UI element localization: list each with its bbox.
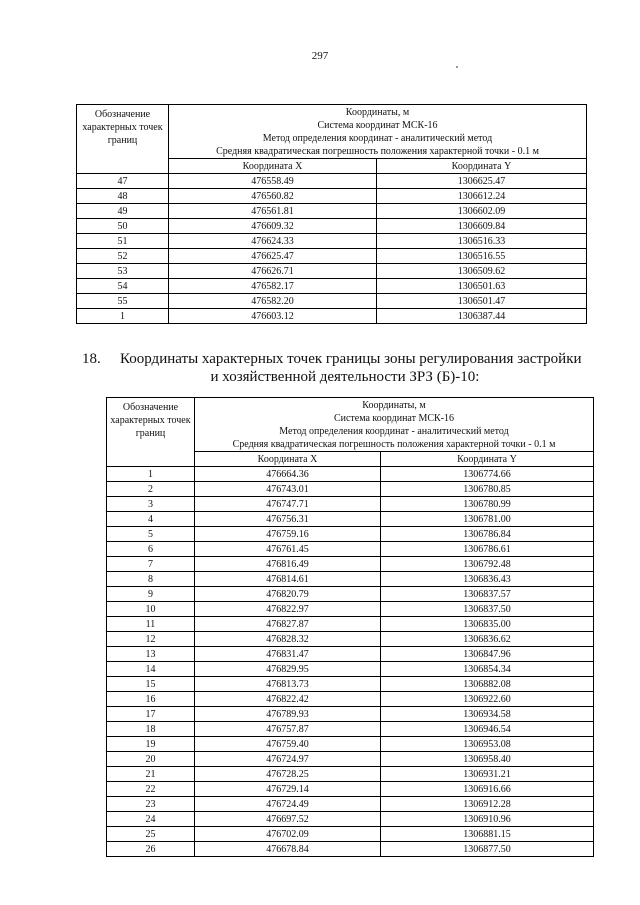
table-body	[107, 467, 594, 857]
section-title-line-1: Координаты характерных точек границы зоны регулирования застройки	[120, 351, 582, 367]
point-number-cell: 11	[107, 617, 195, 632]
point-number-cell: 55	[77, 294, 169, 309]
coordinate-y-cell: 1306792.48	[381, 557, 594, 572]
point-number-cell: 2	[107, 482, 195, 497]
coordinate-x-cell: 476724.49	[195, 797, 381, 812]
coordinate-x-cell: 476729.14	[195, 782, 381, 797]
table-row	[107, 542, 594, 557]
coordinate-x-cell: 476820.79	[195, 587, 381, 602]
coordinate-y-cell: 1306387.44	[377, 309, 587, 324]
coordinate-x-cell: 476814.61	[195, 572, 381, 587]
point-number-cell: 49	[77, 204, 169, 219]
coordinate-y-cell: 1306882.08	[381, 677, 594, 692]
point-number-cell: 17	[107, 707, 195, 722]
table-row	[107, 752, 594, 767]
table-row	[107, 482, 594, 497]
coordinates-header-line: Метод определения координат - аналитический метод	[262, 133, 493, 144]
column-header-y: Координата Y	[377, 159, 587, 174]
coordinate-x-cell: 476702.09	[195, 827, 381, 842]
coordinate-y-cell: 1306854.34	[381, 662, 594, 677]
point-number-cell: 48	[77, 189, 169, 204]
coordinate-y-cell: 1306912.28	[381, 797, 594, 812]
coordinates-header	[195, 398, 594, 452]
coordinate-y-cell: 1306946.54	[381, 722, 594, 737]
coordinates-header-line: Средняя квадратическая погрешность положения характерной точки - 0.1 м	[216, 146, 539, 157]
coordinate-x-cell: 476761.45	[195, 542, 381, 557]
point-number-cell: 14	[107, 662, 195, 677]
coordinate-y-cell: 1306602.09	[377, 204, 587, 219]
coordinate-x-cell: 476728.25	[195, 767, 381, 782]
point-number-cell: 23	[107, 797, 195, 812]
scan-speck	[456, 66, 458, 68]
coordinate-x-cell: 476743.01	[195, 482, 381, 497]
point-number-cell: 16	[107, 692, 195, 707]
point-number-cell: 4	[107, 512, 195, 527]
coordinate-x-cell: 476829.95	[195, 662, 381, 677]
coordinate-y-cell: 1306836.62	[381, 632, 594, 647]
coordinate-x-cell: 476625.47	[169, 249, 377, 264]
coordinate-x-cell: 476678.84	[195, 842, 381, 857]
coordinate-y-cell: 1306910.96	[381, 812, 594, 827]
coordinate-x-cell: 476822.42	[195, 692, 381, 707]
point-number-cell: 1	[107, 467, 195, 482]
point-number-cell: 54	[77, 279, 169, 294]
point-number-cell: 12	[107, 632, 195, 647]
coordinates-header-line: Координаты, м	[345, 107, 410, 118]
table-row	[107, 677, 594, 692]
point-number-cell: 19	[107, 737, 195, 752]
coordinate-y-cell: 1306516.55	[377, 249, 587, 264]
coordinates-header-line: Система координат МСК-16	[333, 413, 455, 424]
point-number-cell: 3	[107, 497, 195, 512]
coordinates-header-line: Система координат МСК-16	[317, 120, 438, 131]
coordinates-header-line: Метод определения координат - аналитический метод	[279, 426, 509, 437]
coordinate-x-cell: 476789.93	[195, 707, 381, 722]
coordinate-y-cell: 1306516.33	[377, 234, 587, 249]
coordinates-table-1	[76, 104, 587, 324]
coordinate-x-cell: 476822.97	[195, 602, 381, 617]
table-row	[77, 294, 587, 309]
coordinate-y-cell: 1306786.61	[381, 542, 594, 557]
table-row	[77, 174, 587, 189]
table-row	[77, 264, 587, 279]
point-number-cell: 47	[77, 174, 169, 189]
coordinates-table-2	[106, 397, 594, 857]
coordinate-y-cell: 1306877.50	[381, 842, 594, 857]
point-number-cell: 13	[107, 647, 195, 662]
table-row	[107, 827, 594, 842]
table-row	[107, 527, 594, 542]
table-row	[107, 767, 594, 782]
point-number-cell: 5	[107, 527, 195, 542]
coordinate-y-cell: 1306774.66	[381, 467, 594, 482]
point-number-cell: 10	[107, 602, 195, 617]
coordinate-x-cell: 476813.73	[195, 677, 381, 692]
column-header-x: Координата X	[169, 159, 377, 174]
point-number-cell: 7	[107, 557, 195, 572]
table-row	[107, 467, 594, 482]
point-number-cell: 1	[77, 309, 169, 324]
point-number-cell: 52	[77, 249, 169, 264]
point-number-cell: 24	[107, 812, 195, 827]
coordinate-x-cell: 476626.71	[169, 264, 377, 279]
coordinate-y-cell: 1306958.40	[381, 752, 594, 767]
table-row	[77, 309, 587, 324]
page-number: 297	[311, 50, 329, 62]
table-row	[107, 797, 594, 812]
coordinate-x-cell: 476558.49	[169, 174, 377, 189]
coordinate-y-cell: 1306612.24	[377, 189, 587, 204]
table-row	[107, 587, 594, 602]
coordinate-x-cell: 476624.33	[169, 234, 377, 249]
coordinates-header	[169, 105, 587, 159]
coordinate-y-cell: 1306780.99	[381, 497, 594, 512]
table-row	[77, 279, 587, 294]
coordinate-x-cell: 476582.17	[169, 279, 377, 294]
coordinate-y-cell: 1306931.21	[381, 767, 594, 782]
table-row	[107, 782, 594, 797]
table-row	[107, 602, 594, 617]
point-number-cell: 26	[107, 842, 195, 857]
point-number-cell: 21	[107, 767, 195, 782]
table-row	[107, 557, 594, 572]
column-header-x: Координата X	[195, 452, 381, 467]
coordinate-x-cell: 476603.12	[169, 309, 377, 324]
table-row	[107, 512, 594, 527]
coordinate-y-cell: 1306847.96	[381, 647, 594, 662]
coordinate-y-cell: 1306625.47	[377, 174, 587, 189]
point-number-cell: 22	[107, 782, 195, 797]
coordinate-y-cell: 1306780.85	[381, 482, 594, 497]
table-body	[77, 174, 587, 324]
coordinate-y-cell: 1306922.60	[381, 692, 594, 707]
table-row	[107, 497, 594, 512]
column-header-y: Координата Y	[381, 452, 594, 467]
coordinate-x-cell: 476609.32	[169, 219, 377, 234]
coordinate-x-cell: 476561.81	[169, 204, 377, 219]
point-number-cell: 25	[107, 827, 195, 842]
table-row	[77, 219, 587, 234]
coordinate-y-cell: 1306837.57	[381, 587, 594, 602]
table-row	[77, 234, 587, 249]
coordinate-y-cell: 1306501.63	[377, 279, 587, 294]
coordinate-y-cell: 1306835.00	[381, 617, 594, 632]
point-number-cell: 18	[107, 722, 195, 737]
coordinate-y-cell: 1306881.15	[381, 827, 594, 842]
point-label-header: Обозначение характерных точек границ	[77, 105, 169, 174]
coordinate-x-cell: 476828.32	[195, 632, 381, 647]
section-number: 18.	[82, 351, 101, 367]
table-row	[107, 617, 594, 632]
coordinate-y-cell: 1306953.08	[381, 737, 594, 752]
point-number-cell: 20	[107, 752, 195, 767]
coordinate-y-cell: 1306837.50	[381, 602, 594, 617]
coordinate-y-cell: 1306781.00	[381, 512, 594, 527]
point-number-cell: 8	[107, 572, 195, 587]
table-row	[77, 249, 587, 264]
coordinate-y-cell: 1306609.84	[377, 219, 587, 234]
coordinate-y-cell: 1306786.84	[381, 527, 594, 542]
table-row	[107, 722, 594, 737]
table-row	[107, 662, 594, 677]
coordinate-x-cell: 476756.31	[195, 512, 381, 527]
coordinate-x-cell: 476831.47	[195, 647, 381, 662]
point-number-cell: 9	[107, 587, 195, 602]
coordinate-y-cell: 1306934.58	[381, 707, 594, 722]
point-number-cell: 53	[77, 264, 169, 279]
coordinate-y-cell: 1306501.47	[377, 294, 587, 309]
point-number-cell: 51	[77, 234, 169, 249]
table-row	[107, 572, 594, 587]
coordinate-x-cell: 476724.97	[195, 752, 381, 767]
table-row	[107, 842, 594, 857]
coordinate-x-cell: 476747.71	[195, 497, 381, 512]
coordinate-x-cell: 476816.49	[195, 557, 381, 572]
point-number-cell: 6	[107, 542, 195, 557]
table-row	[107, 632, 594, 647]
point-label-header: Обозначение характерных точек границ	[107, 398, 195, 467]
table-row	[107, 647, 594, 662]
coordinate-x-cell: 476757.87	[195, 722, 381, 737]
table-row	[77, 204, 587, 219]
table-row	[107, 812, 594, 827]
coordinate-x-cell: 476560.82	[169, 189, 377, 204]
point-number-cell: 15	[107, 677, 195, 692]
coordinate-y-cell: 1306916.66	[381, 782, 594, 797]
coordinates-header-line: Координаты, м	[362, 400, 426, 411]
coordinate-x-cell: 476827.87	[195, 617, 381, 632]
table-row	[107, 737, 594, 752]
coordinate-y-cell: 1306836.43	[381, 572, 594, 587]
coordinate-x-cell: 476582.20	[169, 294, 377, 309]
point-number-cell: 50	[77, 219, 169, 234]
coordinate-x-cell: 476697.52	[195, 812, 381, 827]
coordinate-y-cell: 1306509.62	[377, 264, 587, 279]
table-row	[107, 692, 594, 707]
coordinate-x-cell: 476759.40	[195, 737, 381, 752]
table-row	[77, 189, 587, 204]
table-row	[107, 707, 594, 722]
coordinates-header-line: Средняя квадратическая погрешность положения характерной точки - 0.1 м	[232, 439, 556, 450]
coordinate-x-cell: 476664.36	[195, 467, 381, 482]
coordinate-x-cell: 476759.16	[195, 527, 381, 542]
section-title-line-2: и хозяйственной деятельности ЗРЗ (Б)-10:	[210, 369, 480, 385]
